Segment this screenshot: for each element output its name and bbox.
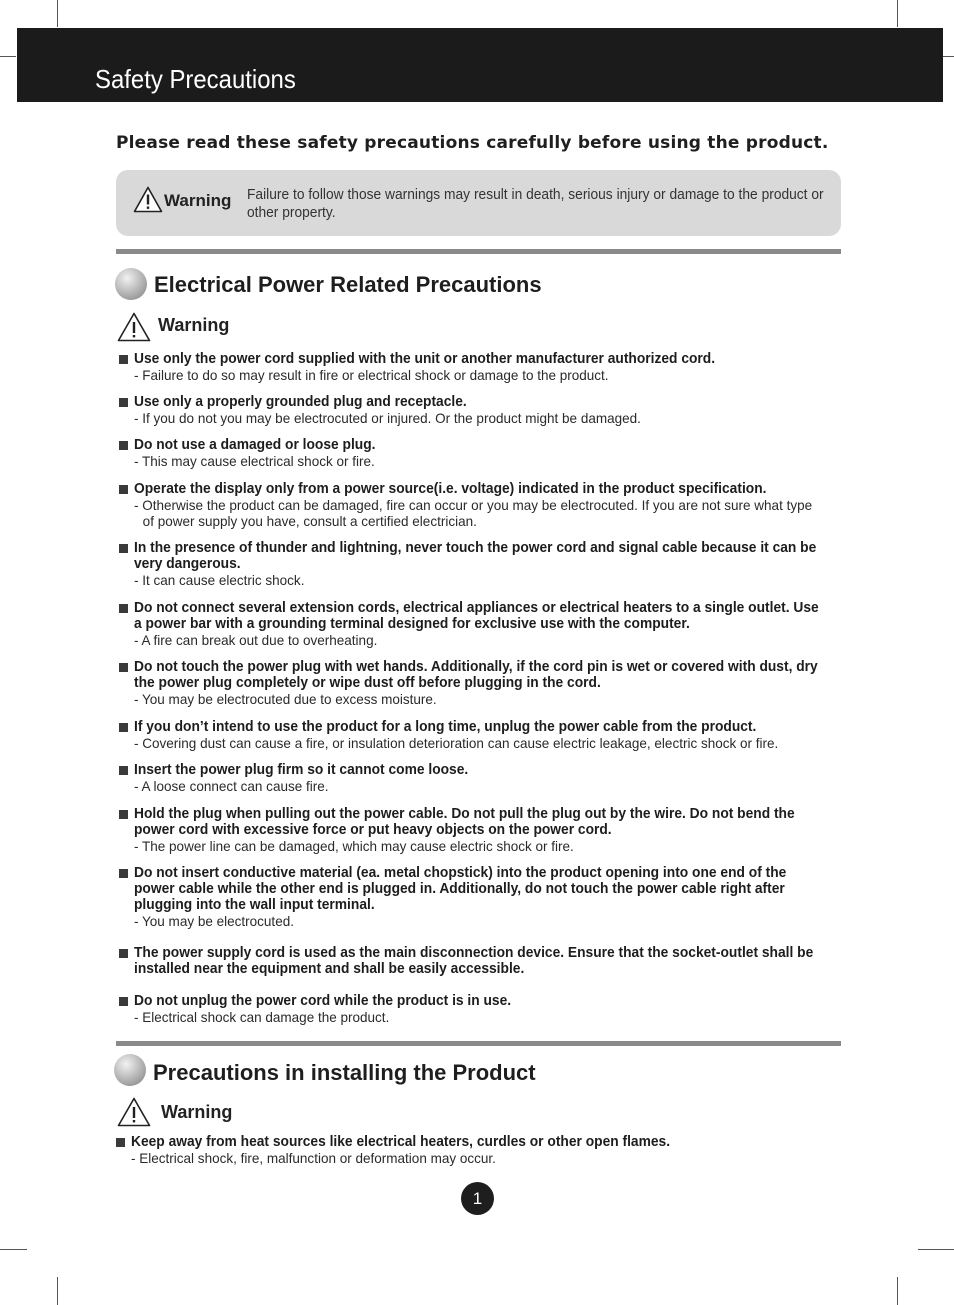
list-item	[119, 865, 841, 929]
page-title: Safety Precautions	[95, 64, 296, 94]
crop-mark	[57, 1277, 58, 1305]
bullet-square-icon	[119, 355, 128, 364]
bullet-square-icon	[119, 398, 128, 407]
bullet-square-icon	[119, 663, 128, 672]
item-heading: Insert the power plug firm so it cannot come loose.	[134, 762, 469, 778]
crop-mark	[897, 1277, 898, 1305]
item-heading: Hold the plug when pulling out the power cable. Do not pull the plug out by the wire. Do not bend the power cord with excessive force or put heavy objects on the power cord.	[134, 806, 795, 838]
bullet-square-icon	[119, 810, 128, 819]
warning-text: Failure to follow those warnings may result in death, serious injury or damage to the product or other property.	[247, 187, 824, 221]
bullet-square-icon	[119, 723, 128, 732]
list-item	[116, 1134, 838, 1166]
item-heading: Use only a properly grounded plug and receptacle.	[134, 394, 467, 410]
warning-label: Warning	[161, 1102, 233, 1122]
warning-label: Warning	[164, 191, 232, 210]
crop-mark	[897, 0, 898, 27]
list-item	[119, 945, 841, 977]
list-item	[119, 659, 841, 707]
item-detail: - Electrical shock, fire, malfunction or deformation may occur.	[131, 1150, 496, 1166]
item-detail: - A fire can break out due to overheating.	[134, 632, 378, 648]
item-detail: - Covering dust can cause a fire, or insulation deterioration can cause electric leakage, electric shock or fire.	[134, 735, 779, 751]
item-detail: - If you do not you may be electrocuted or injured. Or the product might be damaged.	[134, 410, 641, 426]
item-detail: - Otherwise the product can be damaged, fire can occur or you may be electrocuted. If you are not sure what type of power supply you have, consult a certified electrician.	[134, 497, 813, 529]
list-item	[119, 993, 841, 1025]
bullet-square-icon	[119, 997, 128, 1006]
warning-triangle-icon	[117, 1097, 151, 1127]
list-item	[119, 437, 841, 469]
crop-mark	[0, 56, 16, 57]
bullet-square-icon	[119, 604, 128, 613]
item-heading: In the presence of thunder and lightning, never touch the power cord and signal cable because it can be very dangerous.	[134, 540, 817, 572]
bullet-square-icon	[119, 485, 128, 494]
list-item	[119, 806, 841, 854]
list-item	[119, 394, 841, 426]
item-detail: - You may be electrocuted due to excess moisture.	[134, 691, 437, 707]
section-divider	[116, 1041, 841, 1046]
item-heading: The power supply cord is used as the main disconnection device. Ensure that the socket-outlet shall be installed near the equipment and shall be easily accessible.	[134, 945, 814, 977]
list-item	[119, 540, 841, 588]
item-detail: - Electrical shock can damage the product.	[134, 1009, 390, 1025]
item-heading: Use only the power cord supplied with the unit or another manufacturer authorized cord.	[134, 351, 716, 367]
item-heading: Do not touch the power plug with wet hands. Additionally, if the cord pin is wet or covered with dust, dry the power plug completely or wipe dust off before plugging in the cord.	[134, 659, 818, 691]
section-title: Electrical Power Related Precautions	[154, 272, 542, 297]
list-item	[119, 481, 841, 529]
item-heading: Keep away from heat sources like electrical heaters, curdles or other open flames.	[131, 1134, 671, 1150]
crop-mark	[0, 1249, 27, 1250]
section-divider	[116, 249, 841, 254]
item-detail: - Failure to do so may result in fire or electrical shock or damage to the product.	[134, 367, 609, 383]
item-heading: Do not unplug the power cord while the product is in use.	[134, 993, 512, 1009]
list-item	[119, 762, 841, 794]
list-item	[119, 719, 841, 751]
item-heading: Do not use a damaged or loose plug.	[134, 437, 376, 453]
bullet-square-icon	[119, 544, 128, 553]
item-heading: Operate the display only from a power source(i.e. voltage) indicated in the product specification.	[134, 481, 767, 497]
item-detail: - The power line can be damaged, which may cause electric shock or fire.	[134, 838, 574, 854]
item-heading: If you don’t intend to use the product for a long time, unplug the power cable from the product.	[134, 719, 757, 735]
page-number: 1	[461, 1182, 494, 1215]
item-heading: Do not insert conductive material (ea. metal chopstick) into the product opening into one end of the power cable while the other end is plugged in. Additionally, do not touch the power cable right after plugging into the wall input terminal.	[134, 865, 787, 913]
section-title: Precautions in installing the Product	[153, 1060, 536, 1085]
item-detail: - It can cause electric shock.	[134, 572, 305, 588]
item-detail: - You may be electrocuted.	[134, 913, 294, 929]
crop-mark	[57, 0, 58, 27]
intro-text: Please read these safety precautions carefully before using the product.	[116, 133, 829, 153]
bullet-square-icon	[116, 1138, 125, 1147]
list-item	[119, 351, 841, 383]
section-bullet-icon	[115, 268, 147, 300]
crop-mark	[918, 1249, 954, 1250]
warning-triangle-icon	[117, 312, 151, 342]
warning-label: Warning	[158, 315, 230, 335]
bullet-square-icon	[119, 441, 128, 450]
bullet-square-icon	[119, 766, 128, 775]
warning-box	[116, 170, 841, 236]
section-bullet-icon	[114, 1054, 146, 1086]
item-detail: - This may cause electrical shock or fire.	[134, 453, 375, 469]
item-heading: Do not connect several extension cords, electrical appliances or electrical heaters to a single outlet. Use a power bar with a grounding terminal designed for exclusive use with the computer.	[134, 600, 819, 632]
bullet-square-icon	[119, 949, 128, 958]
warning-triangle-icon	[133, 186, 163, 213]
list-item	[119, 600, 841, 648]
item-detail: - A loose connect can cause fire.	[134, 778, 329, 794]
bullet-square-icon	[119, 869, 128, 878]
